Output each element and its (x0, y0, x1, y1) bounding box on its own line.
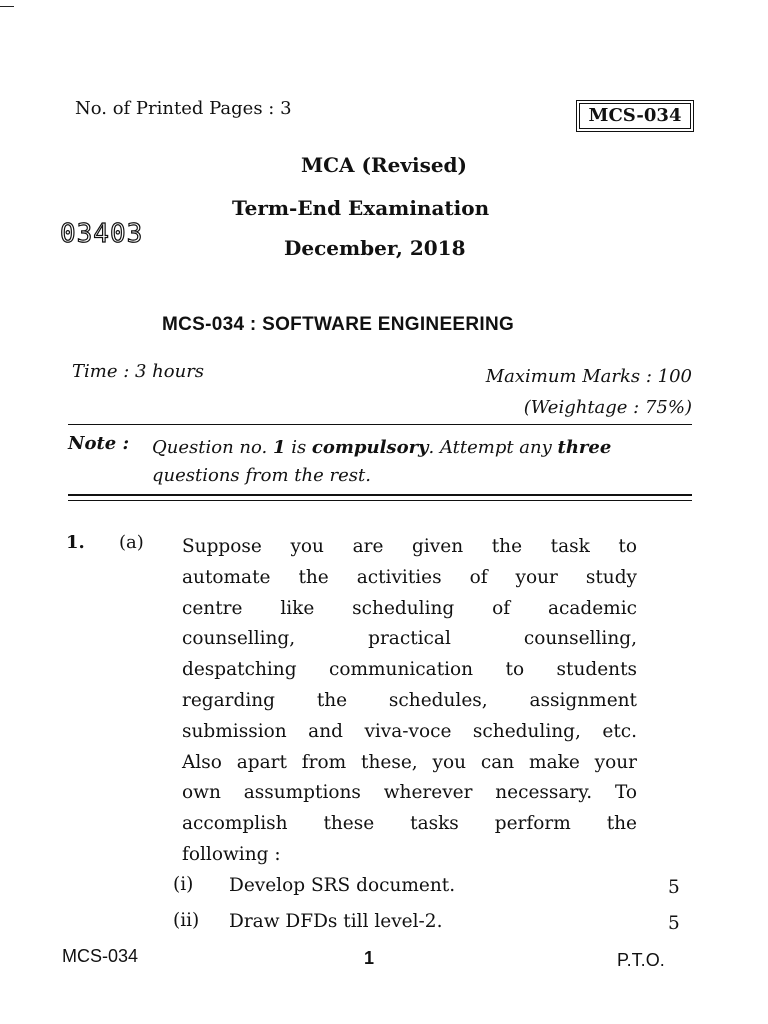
question-line: own assumptions wherever necessary. To (182, 782, 637, 804)
question-part: (a) (119, 532, 144, 553)
note-compulsory: compulsory (311, 437, 429, 458)
question-line: counselling, practical counselling, (182, 628, 637, 650)
subpart-marks: 5 (668, 877, 680, 898)
note-three: three (557, 437, 612, 458)
question-line: regarding the schedules, assignment (182, 689, 637, 711)
question-line: submission and viva-voce scheduling, etc. (182, 720, 637, 742)
note-text-b: is (285, 437, 312, 458)
serial-number-stamp: 03403 (60, 219, 144, 249)
question-line: Suppose you are given the task to (182, 536, 637, 557)
double-divider-top (68, 494, 692, 496)
footer-course-code: MCS-034 (62, 946, 139, 966)
printed-pages-count: No. of Printed Pages : 3 (75, 98, 292, 119)
exam-duration: Time : 3 hours (72, 361, 205, 382)
maximum-marks: Maximum Marks : 100 (485, 366, 692, 387)
note-text-a: Question no. (152, 437, 273, 458)
course-code-box (576, 100, 694, 132)
footer-page-number: 1 (364, 948, 375, 968)
corner-mark (0, 6, 14, 7)
question-line: centre like scheduling of academic (182, 597, 637, 619)
subpart-number: (i) (173, 874, 194, 895)
course-title: MCS-034 : SOFTWARE ENGINEERING (162, 314, 515, 335)
note-line-1 (152, 437, 611, 458)
question-line: following : (182, 843, 281, 865)
subpart-text: Develop SRS document. (229, 875, 456, 896)
programme-title-text: MCA (Revised) (301, 153, 467, 177)
programme-title (0, 153, 768, 177)
footer-pto: P.T.O. (617, 950, 665, 970)
subpart-marks: 5 (668, 913, 680, 934)
exam-date: December, 2018 (284, 236, 466, 260)
note-line-2: questions from the rest. (152, 465, 371, 486)
question-number: 1. (66, 532, 85, 553)
question-line: despatching communication to students (182, 659, 637, 681)
question-line: automate the activities of your study (182, 566, 637, 588)
question-body (182, 532, 637, 871)
subpart-text: Draw DFDs till level-2. (229, 911, 443, 932)
course-code-box-label: MCS-034 (588, 105, 682, 126)
divider-line (68, 424, 692, 425)
weightage: (Weightage : 75%) (523, 397, 692, 418)
note-label: Note : (68, 433, 130, 454)
subpart-number: (ii) (173, 910, 200, 931)
double-divider-bottom (68, 500, 692, 501)
question-line: accomplish these tasks perform the (182, 813, 637, 835)
note-question-number: 1 (272, 437, 286, 458)
exam-title: Term-End Examination (232, 196, 490, 220)
question-line: Also apart from these, you can make your (182, 751, 637, 773)
note-text-c: . Attempt any (428, 437, 558, 458)
